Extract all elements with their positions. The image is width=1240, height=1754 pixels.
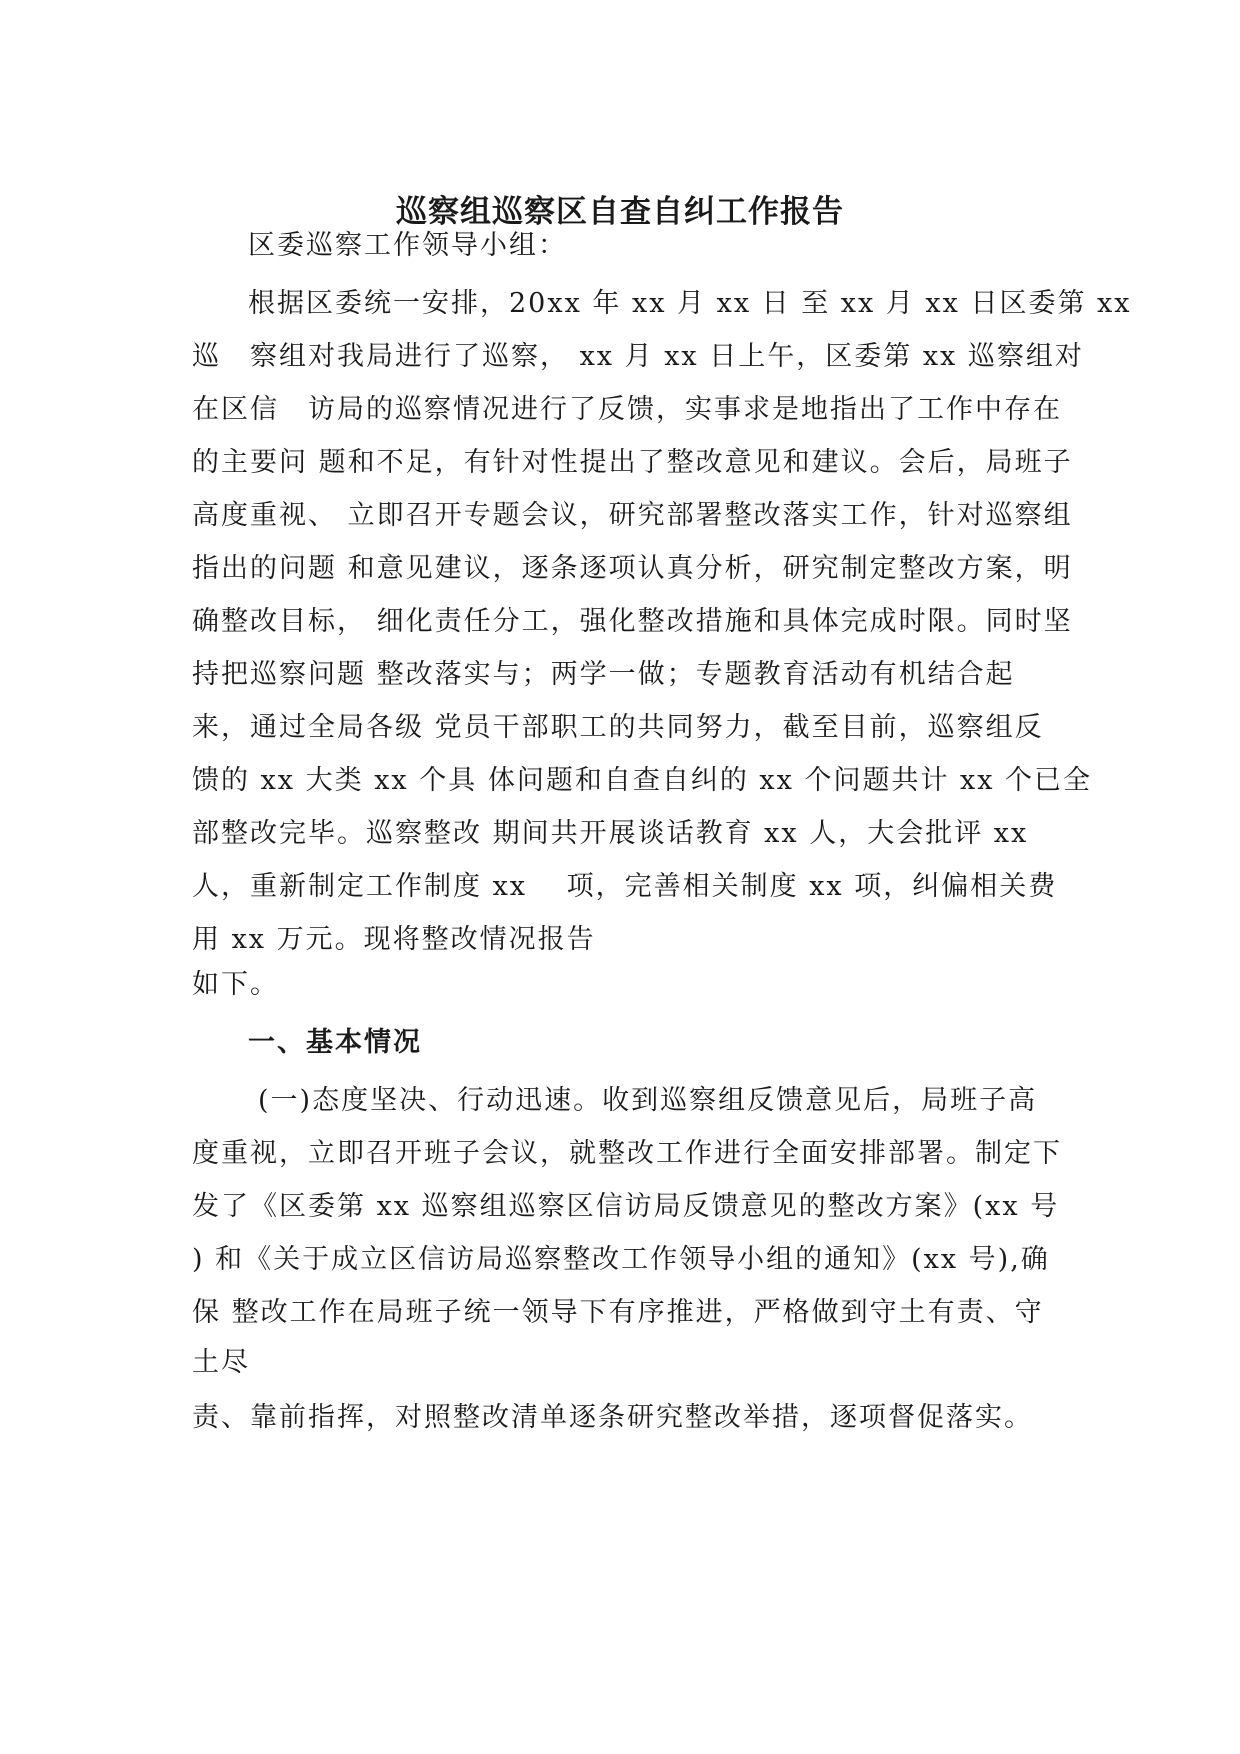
intro-line: 用 xx 万元。现将整改情况报告 xyxy=(192,924,596,955)
section-line: 发了《区委第 xx 巡察组巡察区信访局反馈意见的整改方案》(xx 号 xyxy=(192,1191,1060,1222)
intro-line: 馈的 xx 大类 xx 个具 体问题和自查自纠的 xx 个问题共计 xx 个已全 xyxy=(192,765,1093,796)
intro-line: 来，通过全局各级 党员干部职工的共同努力，截至目前，巡察组反 xyxy=(192,712,1044,743)
section-heading: 一、基本情况 xyxy=(248,1027,422,1058)
section-line: 度重视，立即召开班子会议，就整改工作进行全面安排部署。制定下 xyxy=(192,1138,1062,1169)
intro-line: 人，重新制定工作制度 xx 项，完善相关制度 xx 项，纠偏相关费 xyxy=(192,871,1058,902)
intro-line: 确整改目标， 细化责任分工，强化整改措施和具体完成时限。同时坚 xyxy=(192,606,1073,637)
intro-line: 如下。 xyxy=(192,969,279,1000)
intro-line: 持把巡察问题 整改落实与；两学一做；专题教育活动有机结合起 xyxy=(192,659,1015,690)
intro-line: 根据区委统一安排，20xx 年 xx 月 xx 日 至 xx 月 xx 日区委第 xx xyxy=(248,288,1132,319)
document-title: 巡察组巡察区自查自纠工作报告 xyxy=(396,194,844,230)
intro-line: 高度重视、 立即召开专题会议，研究部署整改落实工作，针对巡察组 xyxy=(192,500,1073,531)
intro-line: 在区信 访局的巡察情况进行了反馈，实事求是地指出了工作中存在 xyxy=(192,394,1062,425)
intro-line: 部整改完毕。巡察整改 期间共开展谈话教育 xx 人，大会批评 xx xyxy=(192,818,1029,849)
intro-line: 的主要问 题和不足，有针对性提出了整改意见和建议。会后，局班子 xyxy=(192,447,1073,478)
intro-line: 巡 察组对我局进行了巡察， xx 月 xx 日上午，区委第 xx 巡察组对 xyxy=(192,341,1084,372)
section-line: 责、靠前指挥，对照整改清单逐条研究整改举措，逐项督促落实。 xyxy=(192,1402,1033,1433)
salutation: 区委巡察工作领导小组： xyxy=(248,230,567,261)
section-line: 土尽 xyxy=(192,1347,250,1378)
section-line: (一)态度坚决、行动迅速。收到巡察组反馈意见后，局班子高 xyxy=(258,1085,1038,1116)
intro-line: 指出的问题 和意见建议，逐条逐项认真分析，研究制定整改方案，明 xyxy=(192,553,1073,584)
section-line: 保 整改工作在局班子统一领导下有序推进，严格做到守土有责、守 xyxy=(192,1297,1044,1328)
section-line: ) 和《关于成立区信访局巡察整改工作领导小组的通知》(xx 号),确 xyxy=(192,1244,1050,1275)
